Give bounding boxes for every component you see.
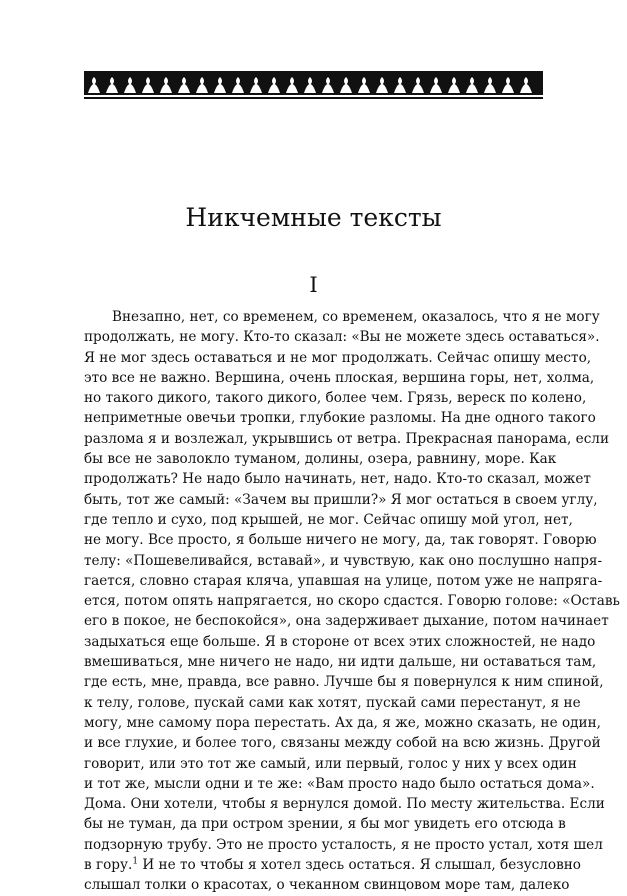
text-line: телу: «Пошевеливайся, вставай», и чувствую, как оно послушно напря-	[84, 552, 603, 569]
text-line: подзорную трубу. Это не просто усталость, я не просто устал, хотя шел	[84, 836, 603, 853]
text-fragment: И не то чтобы я хотел здесь остаться. Я слышал, безусловно	[142, 857, 581, 874]
text-line: гается, словно старая кляча, упавшая на улице, потом уже не напряга-	[84, 572, 603, 589]
text-line: неприметные овечьи тропки, глубокие разломы. На дне одного такого	[84, 410, 596, 427]
text-line: задыхаться еще больше. Я в стороне от всех этих сложностей, не надо	[84, 633, 596, 650]
text-line: и тот же, мысли одни и те же: «Вам просто надо было остаться дома».	[84, 775, 595, 792]
text-line: могу, мне самому пора перестать. Ах да, я же, можно сказать, не один,	[84, 714, 601, 731]
ornamental-border	[84, 71, 543, 99]
text-line: его в покое, не беспокойся», она задерживает дыхание, потом начинает	[84, 613, 609, 630]
text-line: бы не туман, да при остром зрении, я бы мог увидеть его отсюда в	[84, 816, 566, 833]
text-line: где тепло и сухо, под крышей, не мог. Сейчас опишу мой угол, нет,	[84, 511, 573, 528]
text-line: продолжать, не могу. Кто-то сказал: «Вы не можете здесь оставаться».	[84, 329, 600, 346]
section-numeral: I	[309, 273, 318, 297]
text-line-with-footnote	[84, 855, 581, 875]
text-line: продолжать? Не надо было начинать, нет, надо. Кто-то сказал, может	[84, 471, 591, 488]
body-text	[84, 307, 620, 896]
text-line: Внезапно, нет, со временем, со временем, оказалось, что я не могу	[112, 309, 600, 325]
text-line: Я не мог здесь оставаться и не мог продолжать. Сейчас опишу место,	[84, 349, 592, 366]
text-line: бы все не заволокло туманом, долины, озера, равнину, море. Как	[84, 451, 557, 468]
text-line: разлома я и возлежал, укрывшись от ветра. Прекрасная панорама, если	[84, 430, 609, 447]
text-line: но такого дикого, такого дикого, более чем. Грязь, вереск по колено,	[84, 390, 587, 407]
text-line: ется, потом опять напрягается, но скоро сдастся. Говорю голове: «Оставь	[84, 593, 620, 610]
text-line: где есть, мне, правда, все равно. Лучше бы я повернулся к ним спиной,	[84, 674, 604, 691]
text-fragment: в гору.	[84, 857, 133, 874]
text-line: это все не важно. Вершина, очень плоская, вершина горы, нет, холма,	[84, 369, 595, 386]
text-line: и все глухие, и более того, связаны между собой на всю жизнь. Другой	[84, 735, 601, 752]
footnote-marker[interactable]: 1	[132, 856, 139, 867]
text-line: слышал толки о красотах, о чеканном свинцовом море там, далеко	[84, 877, 570, 894]
text-line: быть, тот же самый: «Зачем вы пришли?» Я мог остаться в своем углу,	[84, 491, 598, 508]
text-line: к телу, голове, пускай сами как хотят, пускай сами перестанут, я не	[84, 694, 581, 711]
text-line: вмешиваться, мне ничего не надо, ни идти дальше, ни оставаться там,	[84, 654, 597, 671]
text-line: не могу. Все просто, я больше ничего не могу, да, так говорят. Говорю	[84, 532, 597, 549]
text-line: говорит, или это тот же самый, или первый, голос у них у всех один	[84, 755, 577, 772]
chapter-title: Никчемные тексты	[185, 203, 442, 232]
text-line: Дома. Они хотели, чтобы я вернулся домой. По месту жительства. Если	[84, 796, 605, 813]
